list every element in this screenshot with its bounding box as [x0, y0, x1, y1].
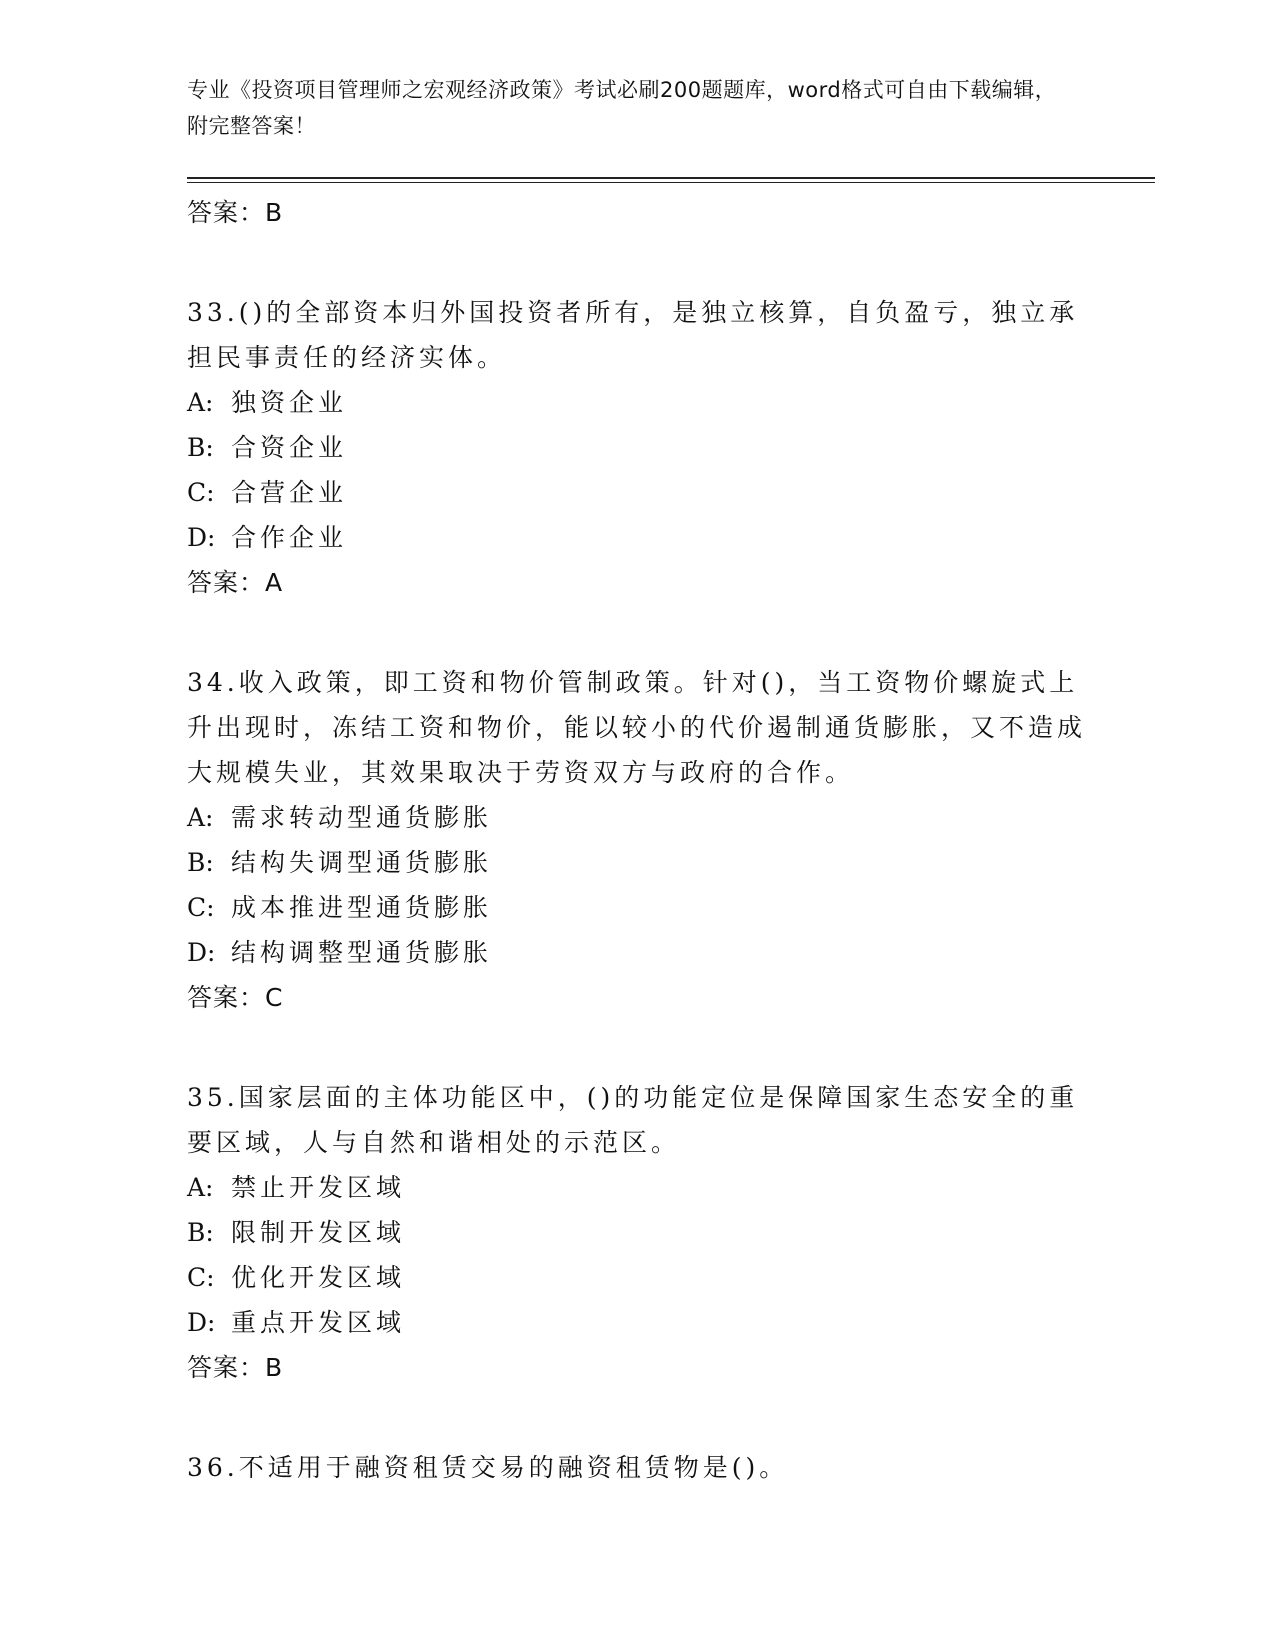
option-letter: B: — [187, 848, 214, 877]
option-text: 合营企业 — [231, 478, 348, 507]
previous-answer: 答案：B — [187, 198, 284, 227]
option-a — [187, 1165, 1087, 1210]
option-text: 需求转动型通货膨胀 — [231, 803, 493, 832]
option-letter: C: — [187, 893, 215, 922]
option-letter: D: — [187, 1308, 216, 1337]
option-b — [187, 840, 1087, 885]
document-header: 专业《投资项目管理师之宏观经济政策》考试必刷200题题库，word格式可自由下载编辑，附完整答案！ — [187, 78, 1057, 138]
question-35 — [187, 1075, 1087, 1391]
question-stem: 36.不适用于融资租赁交易的融资租赁物是()。 — [187, 1453, 789, 1482]
question-stem: 34.收入政策，即工资和物价管制政策。针对()，当工资物价螺旋式上升出现时，冻结工资和物价，能以较小的代价遏制通货膨胀，又不造成大规模失业，其效果取决于劳资双方与政府的合作。 — [187, 668, 1087, 787]
option-a — [187, 380, 1087, 425]
option-letter: C: — [187, 478, 215, 507]
option-letter: A: — [187, 1173, 214, 1202]
option-letter: A: — [187, 803, 214, 832]
option-text: 合资企业 — [231, 433, 348, 462]
option-letter: A: — [187, 388, 214, 417]
option-d — [187, 515, 1087, 560]
question-list — [187, 190, 1087, 1490]
header-divider-thick — [187, 177, 1155, 179]
option-d — [187, 930, 1087, 975]
option-text: 合作企业 — [231, 523, 348, 552]
option-b — [187, 425, 1087, 470]
answer-line: 答案：C — [187, 983, 284, 1012]
question-34 — [187, 660, 1087, 1021]
question-stem: 35.国家层面的主体功能区中，()的功能定位是保障国家生态安全的重要区域，人与自然和谐相处的示范区。 — [187, 1083, 1079, 1157]
option-b — [187, 1210, 1087, 1255]
option-letter: C: — [187, 1263, 215, 1292]
option-letter: B: — [187, 1218, 214, 1247]
option-c — [187, 470, 1087, 515]
option-a — [187, 795, 1087, 840]
option-letter: D: — [187, 938, 216, 967]
option-text: 优化开发区域 — [231, 1263, 406, 1292]
option-text: 结构失调型通货膨胀 — [231, 848, 493, 877]
option-letter: D: — [187, 523, 216, 552]
answer-line: 答案：B — [187, 1353, 284, 1382]
question-36 — [187, 1445, 1087, 1490]
question-33 — [187, 290, 1087, 606]
option-text: 重点开发区域 — [231, 1308, 406, 1337]
option-text: 限制开发区域 — [231, 1218, 406, 1247]
header-divider-thin — [187, 182, 1155, 183]
option-text: 禁止开发区域 — [231, 1173, 406, 1202]
option-letter: B: — [187, 433, 214, 462]
option-text: 结构调整型通货膨胀 — [231, 938, 493, 967]
option-d — [187, 1300, 1087, 1345]
option-c — [187, 1255, 1087, 1300]
option-text: 成本推进型通货膨胀 — [231, 893, 493, 922]
option-c — [187, 885, 1087, 930]
option-text: 独资企业 — [231, 388, 348, 417]
answer-line: 答案：A — [187, 568, 284, 597]
question-stem: 33.()的全部资本归外国投资者所有，是独立核算，自负盈亏，独立承担民事责任的经济实体。 — [187, 298, 1079, 372]
